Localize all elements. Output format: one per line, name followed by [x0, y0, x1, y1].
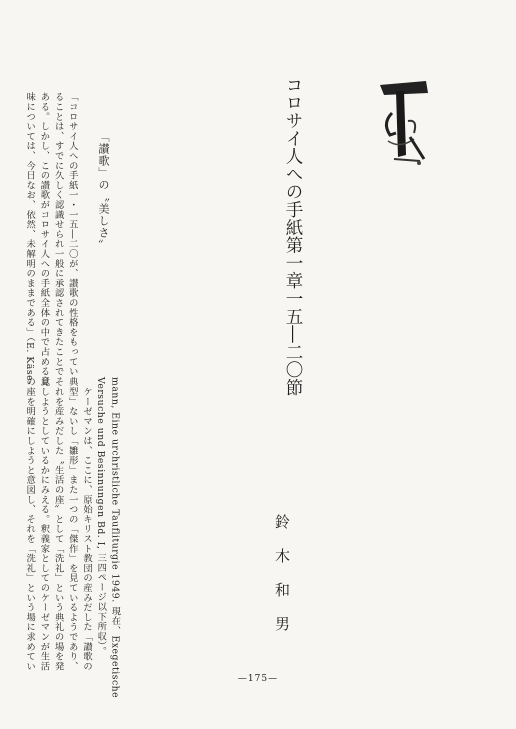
paragraph-lower: mann, Eine urchristliche Taufliturgie 1949. 現在、Exegetische Versuche und Besinnungen Bd. I, 三四ページ以下所収）。 ケーゼマンは、ここに、原始キリスト教団の産みだした「讃歌の 典型」ないし「雛形」また一つの「傑作」を見ているようであり、 それを産みだした〝生活の座〟として「洗礼」という典礼の場を発 見しようとしているかにみえる。釈義家としてのケーゼマンが生活 の座を明確にしようと意図し、それを「洗礼」という場に求めてい: [24, 377, 121, 699]
section-heading: 「讃歌」の〝美しさ〟: [97, 131, 110, 251]
paragraph-upper: 「コロサイ人への手紙一・一五―二〇が、讃歌の性格をもってい ることは、すでに久しく認識せられ一般に承認されてきたことで ある。しかし、この讃歌がコロサイ人への手紙全体の中で占める意 味については、今日なお、依然、未解明のままである」（E. Käse-: [24, 92, 78, 386]
page-number: —175—: [237, 674, 279, 684]
author-name: 鈴木和男: [273, 514, 291, 650]
article-title: コロサイ人への手紙第一章一五―二〇節: [283, 76, 303, 397]
ink-sketch-icon: [374, 75, 432, 171]
